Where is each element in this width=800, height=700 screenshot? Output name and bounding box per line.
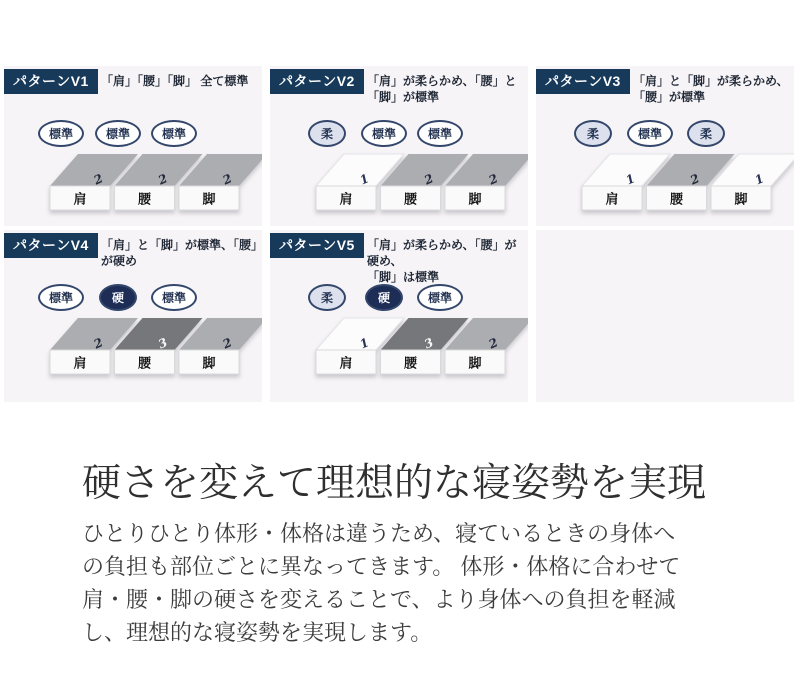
pattern-description-line: 「脚」は標準 — [367, 270, 440, 284]
pattern-description-line: 「肩」「腰」「脚」 全て標準 — [101, 74, 249, 88]
empty-panel-slot — [536, 230, 794, 402]
firmness-badge-standard: 標準 — [627, 120, 673, 147]
pattern-panel-v3 — [536, 66, 794, 226]
firmness-badge-standard: 標準 — [38, 120, 84, 147]
firmness-level-number: 2 — [220, 171, 235, 188]
firmness-badge-standard: 標準 — [95, 120, 141, 147]
pattern-label: パターンV4 — [4, 233, 98, 258]
block-part-label: 腰 — [669, 191, 684, 207]
block-part-label: 脚 — [468, 191, 482, 207]
paragraph-line: 肩・腰・脚の硬さを変えることで、より身体への負担を軽減 — [82, 587, 676, 612]
firmness-level-number: 1 — [357, 171, 372, 188]
firmness-badge-standard: 標準 — [361, 120, 407, 147]
pattern-label: パターンV1 — [4, 69, 98, 94]
pattern-description — [101, 73, 261, 89]
firmness-level-number: 2 — [486, 335, 501, 352]
firmness-badge-standard: 標準 — [38, 284, 84, 311]
firmness-level-number: 2 — [688, 171, 702, 188]
section-heading: 硬さを変えて理想的な寝姿勢を実現 — [82, 462, 707, 505]
paragraph-line: ひとりひとり体形・体格は違うため、寝ているときの身体へ — [82, 521, 676, 546]
firmness-level-number: 1 — [752, 171, 767, 188]
mattress-blocks-illustration — [270, 146, 528, 220]
pattern-label: パターンV3 — [536, 69, 630, 94]
firmness-badge-soft: 柔 — [308, 284, 346, 311]
firmness-badge-hard: 硬 — [365, 284, 403, 311]
block-part-label: 肩 — [339, 191, 353, 207]
pattern-panel-v1 — [4, 66, 262, 226]
firmness-level-number: 2 — [422, 171, 436, 188]
block-part-label: 脚 — [202, 191, 216, 207]
firmness-level-number: 2 — [486, 171, 501, 188]
pattern-description — [101, 237, 261, 269]
pattern-description-line: 「肩」と「脚」が柔らかめ、「腰」が標準 — [633, 74, 789, 104]
firmness-badge-standard: 標準 — [151, 120, 197, 147]
block-part-label: 腰 — [137, 355, 152, 371]
firmness-level-number: 3 — [422, 335, 436, 352]
pattern-label: パターンV5 — [270, 233, 364, 258]
pattern-description-line: 「肩」が柔らかめ、「腰」が硬め、 — [367, 238, 517, 268]
firmness-level-number: 2 — [220, 335, 235, 352]
pattern-description — [367, 237, 527, 285]
block-part-label: 肩 — [73, 191, 87, 207]
pattern-panel-v4 — [4, 230, 262, 402]
paragraph-line: の負担も部位ごとに異なってきます。 体形・体格に合わせて — [82, 554, 681, 579]
firmness-badge-hard: 硬 — [99, 284, 137, 311]
block-part-label: 脚 — [202, 355, 216, 371]
mattress-blocks-illustration — [4, 146, 262, 220]
mattress-blocks-illustration — [4, 310, 262, 384]
block-part-label: 肩 — [73, 355, 87, 371]
block-part-label: 脚 — [734, 191, 748, 207]
block-part-label: 腰 — [403, 191, 418, 207]
mattress-blocks-illustration — [270, 310, 528, 384]
pattern-panel-v2 — [270, 66, 528, 226]
firmness-badge-soft: 柔 — [308, 120, 346, 147]
pattern-panel-v5 — [270, 230, 528, 402]
firmness-badge-standard: 標準 — [151, 284, 197, 311]
firmness-badge-standard: 標準 — [417, 284, 463, 311]
block-part-label: 腰 — [403, 355, 418, 371]
firmness-badge-soft: 柔 — [687, 120, 725, 147]
block-part-label: 脚 — [468, 355, 482, 371]
pattern-label: パターンV2 — [270, 69, 364, 94]
firmness-level-number: 2 — [91, 171, 106, 188]
firmness-level-number: 1 — [623, 171, 638, 188]
firmness-badge-soft: 柔 — [574, 120, 612, 147]
firmness-level-number: 2 — [156, 171, 170, 188]
block-part-label: 腰 — [137, 191, 152, 207]
firmness-level-number: 1 — [357, 335, 372, 352]
firmness-level-number: 2 — [91, 335, 106, 352]
firmness-level-number: 3 — [156, 335, 170, 352]
pattern-description — [633, 73, 793, 105]
section-paragraph — [82, 517, 742, 649]
firmness-badge-standard: 標準 — [417, 120, 463, 147]
block-part-label: 肩 — [339, 355, 353, 371]
paragraph-line: し、理想的な寝姿勢を実現します。 — [82, 620, 433, 645]
block-part-label: 肩 — [605, 191, 619, 207]
mattress-blocks-illustration — [536, 146, 794, 220]
pattern-description-line: 「肩」と「脚」が標準、「腰」が硬め — [101, 238, 258, 268]
pattern-description-line: 「肩」が柔らかめ、「腰」と「脚」が標準 — [367, 74, 517, 104]
pattern-description — [367, 73, 527, 105]
pattern-grid — [4, 66, 794, 402]
